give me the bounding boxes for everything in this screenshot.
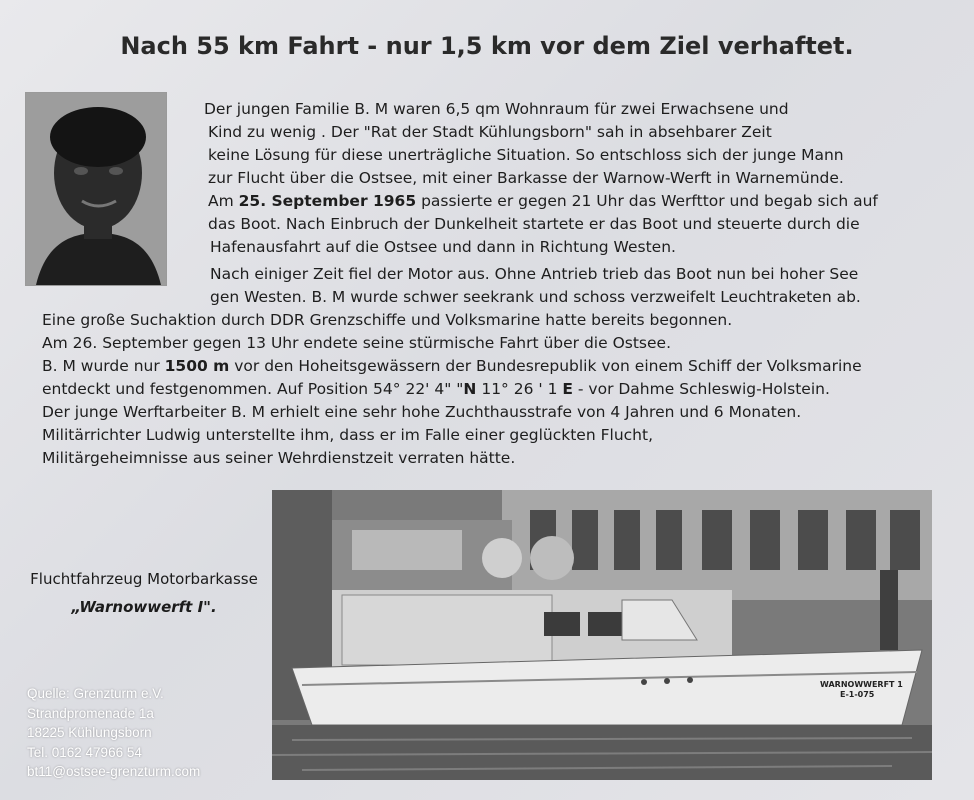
source-address: Strandpromenade 1a [27,705,154,721]
text-span: passierte er gegen 21 Uhr das Werfttor und begab sich auf [416,192,878,210]
text-line [42,355,862,378]
text-line: Der jungen Familie B. M waren 6,5 qm Wohnraum für zwei Erwachsene und [204,100,789,118]
portrait-photo [25,92,167,286]
text-line: Am 26. September gegen 13 Uhr endete seine stürmische Fahrt über die Ostsee. [42,334,671,352]
boat-photo [272,490,932,780]
boat-name: „Warnowwerft I". [71,598,217,616]
text-line [42,378,830,401]
text-line: keine Lösung für diese unerträgliche Situation. So entschloss sich der junge Mann [208,146,844,164]
text-line: Der junge Werftarbeiter B. M erhielt eine sehr hohe Zuchthausstrafe von 4 Jahren und 6 Monaten. [42,403,802,421]
page-title: Nach 55 km Fahrt - nur 1,5 km vor dem Ziel verhaftet. [120,32,854,60]
text-line: Kind zu wenig . Der "Rat der Stadt Kühlungsborn" sah in absehbarer Zeit [208,123,772,141]
text-line: Militärrichter Ludwig unterstellte ihm, dass er im Falle einer geglückten Flucht, [42,426,653,444]
text-line: das Boot. Nach Einbruch der Dunkelheit startete er das Boot und steuerte durch die [208,215,860,233]
text-span: 11° 26 ' 1 [476,380,563,398]
text-line [208,190,878,213]
boat-name-marking: WARNOWWERFT 1 [820,680,903,689]
source-city: 18225 Kühlungsborn [27,725,152,740]
text-bold: E [562,380,573,398]
text-bold: N [463,380,477,398]
text-span: entdeckt und festgenommen. Auf Position 54° 22' 4" " [42,380,464,398]
text-line: Nach einiger Zeit fiel der Motor aus. Ohne Antrieb trieb das Boot nun bei hoher See [210,265,859,283]
caption-line: Fluchtfahrzeug Motorbarkasse [30,570,258,588]
text-span: - vor Dahme Schleswig-Holstein. [572,380,830,398]
text-line: Hafenausfahrt auf die Ostsee und dann in Richtung Westen. [210,238,676,256]
source-line: Quelle: Grenzturm e.V. [27,686,164,701]
text-span: B. M wurde nur [42,357,165,375]
text-span: Am [208,192,239,210]
date-highlight: 25. September 1965 [238,192,417,210]
boat-number-marking: E-1-075 [840,690,875,699]
photo-caption [18,565,270,621]
text-line: Militärgeheimnisse aus seiner Wehrdienstzeit verraten hätte. [42,449,516,467]
source-credit [27,684,200,782]
source-email: bt11@ostsee-grenzturm.com [27,764,201,779]
text-line: Eine große Suchaktion durch DDR Grenzschiffe und Volksmarine hatte bereits begonnen. [42,311,733,329]
text-line: gen Westen. B. M wurde schwer seekrank und schoss verzweifelt Leuchtraketen ab. [210,288,861,306]
text-span: vor den Hoheitsgewässern der Bundesrepublik von einem Schiff der Volksmarine [229,357,862,375]
text-line: zur Flucht über die Ostsee, mit einer Barkasse der Warnow-Werft in Warnemünde. [208,169,844,187]
distance-highlight: 1500 m [164,357,230,375]
source-phone: Tel. 0162 47966 54 [27,744,142,760]
